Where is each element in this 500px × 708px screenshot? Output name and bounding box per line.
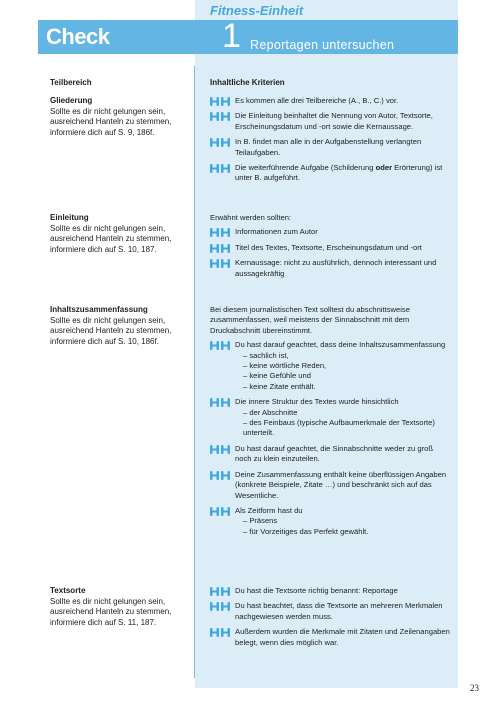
criteria-intro: Bei diesem journalistischen Text solltest du abschnittsweise zusammenfassen, weil meistens der Sinnabschnitt mit dem Druckabschnitt übereinstimmt.: [210, 305, 410, 335]
criterion-sub: – der Abschnitte: [243, 407, 298, 417]
unit-title: Reportagen untersuchen: [250, 38, 395, 52]
criterion-sub: – für Vorzeitiges das Perfekt gewählt.: [243, 526, 369, 536]
dumbbell-icon: [210, 444, 230, 455]
dumbbell-icon: [210, 340, 230, 351]
criterion-item: [210, 444, 450, 465]
criterion-item: [210, 506, 450, 537]
criterion-text: Außerdem wurden die Merkmale mit Zitaten und Zeilenangaben belegt, wenn dies möglich war.: [235, 627, 450, 647]
criterion-text-pre: Die weiterführende Aufgabe (Schilderung: [235, 163, 376, 173]
criterion-sub: – sachlich ist,: [243, 350, 289, 360]
dumbbell-icon: [210, 601, 230, 612]
dumbbell-icon: [210, 227, 230, 238]
section-einleitung: [50, 213, 190, 255]
criterion-text: Die Einleitung beinhaltet die Nennung von Autor, Textsorte, Erscheinungsdatum und -ort sowie die Kernaussage.: [235, 111, 433, 131]
section-title: Einleitung: [50, 213, 89, 222]
dumbbell-icon: [210, 397, 230, 408]
page-number: 23: [470, 683, 479, 693]
criterion-text: Als Zeitform hast du: [235, 505, 303, 515]
section-textsorte: [50, 586, 190, 628]
section-title: Inhaltszusammenfassung: [50, 305, 148, 314]
criterion-sub: – keine Zitate enthält.: [243, 381, 316, 391]
criterion-item: [210, 340, 450, 392]
criterion-sub: – keine wörtliche Reden,: [243, 361, 327, 371]
criteria-textsorte: [210, 586, 450, 653]
criterion-item: [210, 137, 450, 158]
dumbbell-icon: [210, 627, 230, 638]
criterion-item: [210, 258, 450, 279]
dumbbell-icon: [210, 137, 230, 148]
criterion-text-bold: oder: [375, 163, 393, 173]
criteria-inhaltszusammenfassung: [210, 305, 450, 542]
criterion-text: Die innere Struktur des Textes wurde hinsichtlich: [235, 397, 399, 407]
criterion-item: [210, 470, 450, 501]
dumbbell-icon: [210, 586, 230, 597]
dumbbell-icon: [210, 506, 230, 517]
criteria-einleitung: [210, 213, 450, 284]
dumbbell-icon: [210, 243, 230, 254]
section-hint: Sollte es dir nicht gelungen sein, ausreichend Hanteln zu stemmen, informiere dich auf S. 9, 186f.: [50, 106, 172, 137]
criterion-text: Du hast darauf geachtet, dass deine Inhaltszusammenfassung: [235, 340, 446, 350]
criterion-sub: – Präsens: [243, 516, 278, 526]
criterion-text: Du hast beachtet, dass die Textsorte an mehreren Merkmalen nachgewiesen werden muss.: [235, 601, 443, 621]
section-title: Gliederung: [50, 96, 93, 105]
criterion-item: [210, 586, 450, 596]
unit-number: 1: [222, 17, 241, 55]
criterion-text: Titel des Textes, Textsorte, Erscheinungsdatum und -ort: [235, 242, 422, 252]
dumbbell-icon: [210, 258, 230, 269]
criterion-text: In B. findet man alle in der Aufgabenstellung verlangten Teilaufgaben.: [235, 137, 422, 157]
criterion-text: Deine Zusammenfassung enthält keine überflüssigen Angaben (konkrete Beispiele, Zitate …) und beschränkt sich auf das Wesentliche.: [235, 469, 447, 500]
dumbbell-icon: [210, 111, 230, 122]
column-divider: [194, 66, 195, 678]
criterion-text-post: Erörterung) ist unter B. aufgeführt.: [235, 163, 443, 183]
fitness-label: Fitness-Einheit: [210, 3, 304, 18]
criterion-item: [210, 601, 450, 622]
section-gliederung: [50, 96, 190, 138]
criterion-text: Kernaussage: nicht zu ausführlich, dennoch interessant und aussagekräftig: [235, 258, 437, 278]
dumbbell-icon: [210, 96, 230, 107]
criterion-item: [210, 111, 450, 132]
right-column-heading: Inhaltliche Kriterien: [210, 78, 285, 87]
criterion-item: [210, 96, 450, 106]
criterion-sub: – keine Gefühle und: [243, 371, 311, 381]
section-hint: Sollte es dir nicht gelungen sein, ausreichend Hanteln zu stemmen, informiere dich auf S. 10, 187.: [50, 223, 172, 254]
section-title: Textsorte: [50, 586, 86, 595]
criterion-item: [210, 627, 450, 648]
criterion-item: [210, 227, 450, 237]
criterion-item: [210, 163, 450, 184]
criterion-text: Informationen zum Autor: [235, 227, 318, 237]
left-column-heading: Teilbereich: [50, 78, 92, 87]
dumbbell-icon: [210, 163, 230, 174]
section-inhaltszusammenfassung: [50, 305, 190, 347]
section-hint: Sollte es dir nicht gelungen sein, ausreichend Hanteln zu stemmen, informiere dich auf S. 11, 187.: [50, 596, 172, 627]
criterion-sub: – des Feinbaus (typische Aufbaumerkmale der Textsorte) unterteilt.: [243, 418, 435, 438]
criteria-gliederung: [210, 96, 450, 189]
section-hint: Sollte es dir nicht gelungen sein, ausreichend Hanteln zu stemmen, informiere dich auf S. 10, 186f.: [50, 315, 172, 346]
check-label: Check: [46, 24, 110, 49]
criteria-intro: Erwähnt werden sollten:: [210, 213, 292, 222]
header: [0, 0, 500, 66]
criterion-text: Du hast die Textsorte richtig benannt: Reportage: [235, 586, 398, 595]
criterion-text: Es kommen alle drei Teilbereiche (A., B., C.) vor.: [235, 96, 399, 105]
criterion-item: [210, 243, 450, 253]
dumbbell-icon: [210, 470, 230, 481]
criterion-text: Du hast darauf geachtet, die Sinnabschnitte weder zu groß noch zu klein einzuteilen.: [235, 443, 433, 464]
criterion-item: [210, 397, 450, 439]
